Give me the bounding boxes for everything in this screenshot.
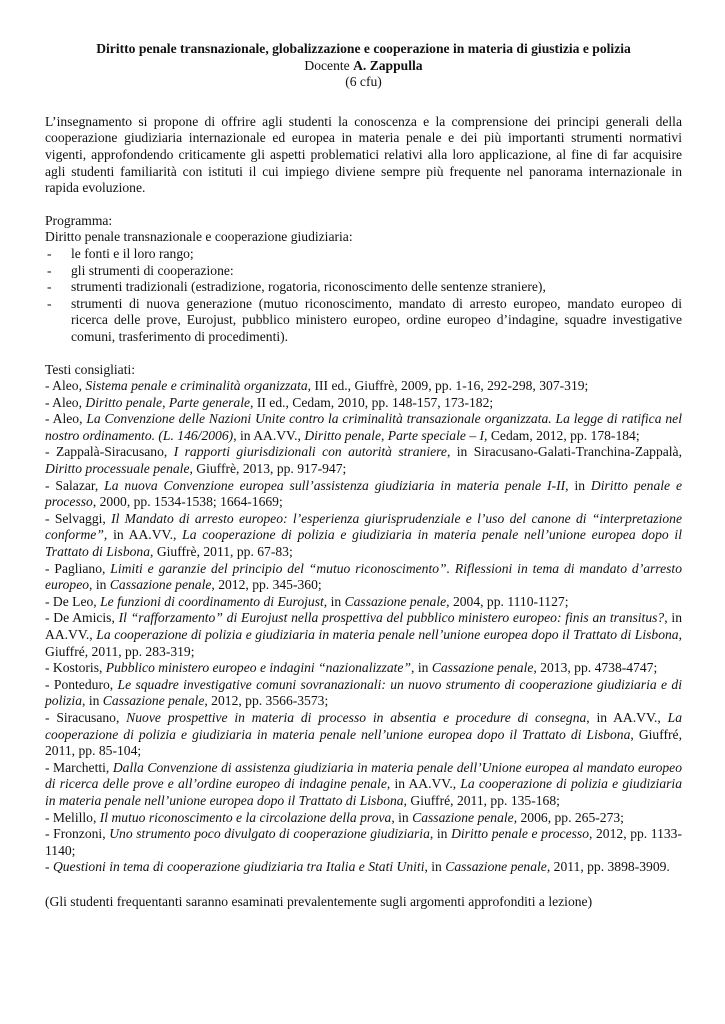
program-topic-list	[45, 246, 682, 346]
reference-list	[45, 378, 682, 876]
reference-item	[45, 859, 682, 876]
reference-title: La Convenzione delle Nazioni Unite contro la criminalità transazionale organizzata. La legge di ratifica nel nostro ordinamento. (L. 146/2006)	[45, 411, 682, 443]
reference-text: - Aleo,	[45, 411, 87, 427]
reference-text: - Zappalà-Siracusano,	[45, 444, 174, 460]
reference-text: - Siracusano,	[45, 709, 127, 725]
reference-text: - Fronzoni,	[45, 826, 110, 842]
reference-text: - Marchetti,	[45, 759, 113, 775]
reference-text: - Pagliano,	[45, 560, 111, 576]
reference-text: , 2012, pp. 1133-1140;	[45, 826, 682, 858]
list-dash: -	[47, 245, 52, 261]
references-heading: Testi consigliati:	[45, 361, 136, 377]
reference-item	[45, 810, 682, 827]
reference-title: La cooperazione di polizia e giudiziaria in materia penale nell’unione europea dopo il Trattato di Lisbona	[45, 709, 682, 742]
reference-title: Parte speciale – I	[387, 427, 485, 443]
reference-text: , in	[565, 477, 591, 493]
reference-item	[45, 760, 682, 810]
reference-text: , in AA.VV.,	[586, 709, 668, 725]
reference-title: Il Mandato di arresto europeo: l’esperienza giurisprudenziale e l’uso del canone di “interpretazione conforme”	[45, 510, 682, 543]
reference-item	[45, 594, 682, 611]
reference-item	[45, 677, 682, 710]
program-subheading: Diritto penale transnazionale e cooperazione giudiziaria:	[45, 229, 353, 245]
reference-item	[45, 511, 682, 561]
reference-title: Cassazione penale	[412, 809, 514, 825]
reference-text: , 2004, pp. 1110-1127;	[446, 593, 569, 609]
reference-text: - Melillo,	[45, 809, 100, 825]
document-page	[45, 41, 682, 911]
reference-text: , 2011, pp. 3898-3909.	[546, 859, 670, 875]
reference-title: Diritto penale	[85, 394, 163, 410]
list-dash: -	[47, 262, 52, 278]
reference-text: , in	[424, 859, 446, 875]
program-topic-text: le fonti e il loro rango;	[71, 245, 194, 261]
reference-item	[45, 478, 682, 511]
reference-title: Il mutuo riconoscimento e la circolazione della prova	[99, 809, 392, 825]
reference-title: Uno strumento poco divulgato di cooperazione giudiziaria	[109, 826, 430, 842]
reference-title: Cassazione penale	[431, 660, 534, 676]
reference-text: , 2013, pp. 4738-4747;	[533, 660, 658, 676]
reference-title: Diritto processuale penale	[45, 461, 190, 477]
reference-text: , in	[89, 577, 110, 593]
reference-text: - Kostoris,	[45, 660, 106, 676]
reference-text: , in	[411, 660, 432, 676]
reference-item	[45, 411, 682, 444]
reference-title: La nuova Convenzione europea sull’assistenza giudiziaria in materia penale I-II	[104, 477, 566, 493]
closing-note: (Gli studenti frequentanti saranno esaminati prevalentemente sugli argomenti approfonditi a lezione)	[45, 893, 593, 909]
reference-text: - Selvaggi,	[45, 510, 112, 526]
reference-title: Questioni in tema di cooperazione giudiziaria tra Italia e Stati Uniti	[52, 859, 425, 875]
program-topic-item	[45, 279, 682, 296]
reference-title: Il “rafforzamento” di Eurojust nella prospettiva del pubblico ministero europeo: finis an transitus?	[118, 610, 665, 626]
reference-item	[45, 378, 682, 395]
reference-text: , in AA.VV.,	[386, 776, 461, 792]
reference-title: Cassazione penale	[109, 577, 212, 593]
reference-title: Pubblico ministero europeo e indagini “nazionalizzate”	[105, 660, 412, 676]
reference-text: , Giuffré, 2011, pp. 85-104;	[45, 726, 682, 759]
program-topic-item	[45, 296, 682, 346]
reference-text: , Cedam, 2012, pp. 178-184;	[484, 427, 640, 443]
reference-text: , in AA.VV.,	[103, 527, 183, 543]
reference-text: , in	[82, 693, 103, 709]
reference-title: La cooperazione di polizia e giudiziaria in materia penale nell’unione europea dopo il Trattato di Lisbona	[45, 776, 682, 808]
reference-text: - Aleo,	[45, 394, 86, 410]
reference-title: Nuove prospettive in materia di processo in absentia e procedure di consegna	[126, 709, 587, 725]
reference-item	[45, 561, 682, 594]
reference-title: Le squadre investigative comuni sovranazionali: un nuovo strumento di cooperazione giudiziaria e di polizia	[45, 676, 682, 709]
reference-title: Cassazione penale	[445, 859, 547, 875]
reference-text: , Giuffrè, 2011, pp. 67-83;	[150, 544, 293, 560]
reference-text: ,	[380, 427, 388, 443]
reference-item	[45, 610, 682, 660]
reference-text: - De Amicis,	[45, 610, 119, 626]
course-credits: (6 cfu)	[345, 74, 382, 90]
reference-title: Diritto penale e processo	[451, 826, 589, 842]
reference-text: , 2000, pp. 1534-1538; 1664-1669;	[92, 494, 283, 510]
reference-item	[45, 660, 682, 677]
reference-text: , Giuffré, 2011, pp. 283-319;	[45, 627, 683, 659]
reference-title: Dalla Convenzione di assistenza giudiziaria in materia penale dell’Unione europea al mandato europeo di ricerca delle prove e all’ordine europeo di indagine penale	[45, 759, 682, 792]
reference-title: Cassazione penale	[102, 693, 205, 709]
reference-text: , Giuffrè, 2013, pp. 917-947;	[189, 461, 347, 477]
program-topic-item	[45, 246, 682, 263]
reference-text: ,	[162, 394, 169, 410]
course-title: Diritto penale transnazionale, globalizzazione e cooperazione in materia di giustizia e polizia	[96, 41, 631, 56]
reference-text: , in Siracusano-Galati-Tranchina-Zappalà,	[446, 444, 682, 460]
reference-text: , 2012, pp. 345-360;	[211, 577, 322, 593]
program-topic-text: strumenti tradizionali (estradizione, rogatoria, riconoscimento delle sentenze straniere),	[71, 279, 546, 295]
course-description: L’insegnamento si propone di offrire agli studenti la conoscenza e la comprensione dei principi generali della cooperazione giudiziaria internazionale ed europea in materia penale e dei più importanti strumenti normativi vigenti, approfondendo criticamente gli aspetti problematici relativi alla loro applicazione, al fine di far acquisire agli studenti familiarità con istituti il cui impiego diviene sempre più frequente nel panorama internazionale in rapida evoluzione.	[45, 113, 682, 196]
list-dash: -	[47, 295, 52, 311]
reference-text: , 2012, pp. 3566-3573;	[204, 693, 329, 709]
reference-text: , in	[323, 593, 345, 609]
reference-title: La cooperazione di polizia e giudiziaria in materia penale nell’unione europea dopo il Trattato di Lisbona	[96, 627, 679, 642]
reference-title: Sistema penale e criminalità organizzata	[85, 378, 308, 394]
reference-text: , III ed., Giuffrè, 2009, pp. 1-16, 292-298, 307-319;	[307, 378, 589, 394]
instructor-name: A. Zappulla	[353, 57, 423, 73]
reference-text: , in	[429, 826, 452, 842]
reference-text: - Aleo,	[45, 378, 86, 394]
reference-item	[45, 444, 682, 477]
instructor-line	[45, 58, 682, 75]
reference-item	[45, 710, 682, 760]
reference-text: -	[45, 859, 53, 875]
reference-text: , 2006, pp. 265-273;	[513, 809, 624, 825]
reference-title: Diritto penale	[304, 427, 381, 443]
document-header	[45, 41, 682, 91]
reference-title: Diritto penale e processo	[45, 477, 682, 510]
reference-text: , in AA.VV.,	[45, 610, 682, 642]
reference-title: Le funzioni di coordinamento di Eurojust	[100, 593, 324, 609]
reference-text: - Salazar,	[45, 477, 105, 493]
reference-text: , in	[391, 809, 413, 825]
reference-text: , in AA.VV.,	[233, 427, 305, 443]
reference-text: - De Leo,	[45, 593, 101, 609]
reference-text: , II ed., Cedam, 2010, pp. 148-157, 173-182;	[250, 394, 494, 410]
reference-title: Parte generale	[168, 394, 251, 410]
reference-title: I rapporti giurisdizionali con autorità straniere	[173, 444, 447, 460]
program-heading: Programma:	[45, 212, 113, 228]
reference-text: - Ponteduro,	[45, 676, 118, 692]
reference-title: La cooperazione di polizia e giudiziaria in materia penale nell’unione europea dopo il Trattato di Lisbona	[45, 527, 682, 560]
reference-text: , Giuffré, 2011, pp. 135-168;	[403, 792, 560, 808]
reference-title: Cassazione penale	[344, 593, 447, 609]
reference-item	[45, 395, 682, 412]
reference-item	[45, 826, 682, 859]
reference-title: Limiti e garanzie del principio del “mutuo riconoscimento”. Riflessioni in tema di mandato d’arresto europeo	[45, 560, 682, 593]
instructor-label: Docente	[304, 57, 354, 73]
program-topic-item	[45, 263, 682, 280]
program-topic-text: strumenti di nuova generazione (mutuo riconoscimento, mandato di arresto europeo, mandato europeo di ricerca delle prove, Eurojust, pubblico ministero europeo, ordine europeo d’indagine, squadre investigative comuni, trasferimento di procedimenti).	[71, 295, 682, 344]
program-topic-text: gli strumenti di cooperazione:	[71, 262, 234, 278]
list-dash: -	[47, 279, 52, 295]
